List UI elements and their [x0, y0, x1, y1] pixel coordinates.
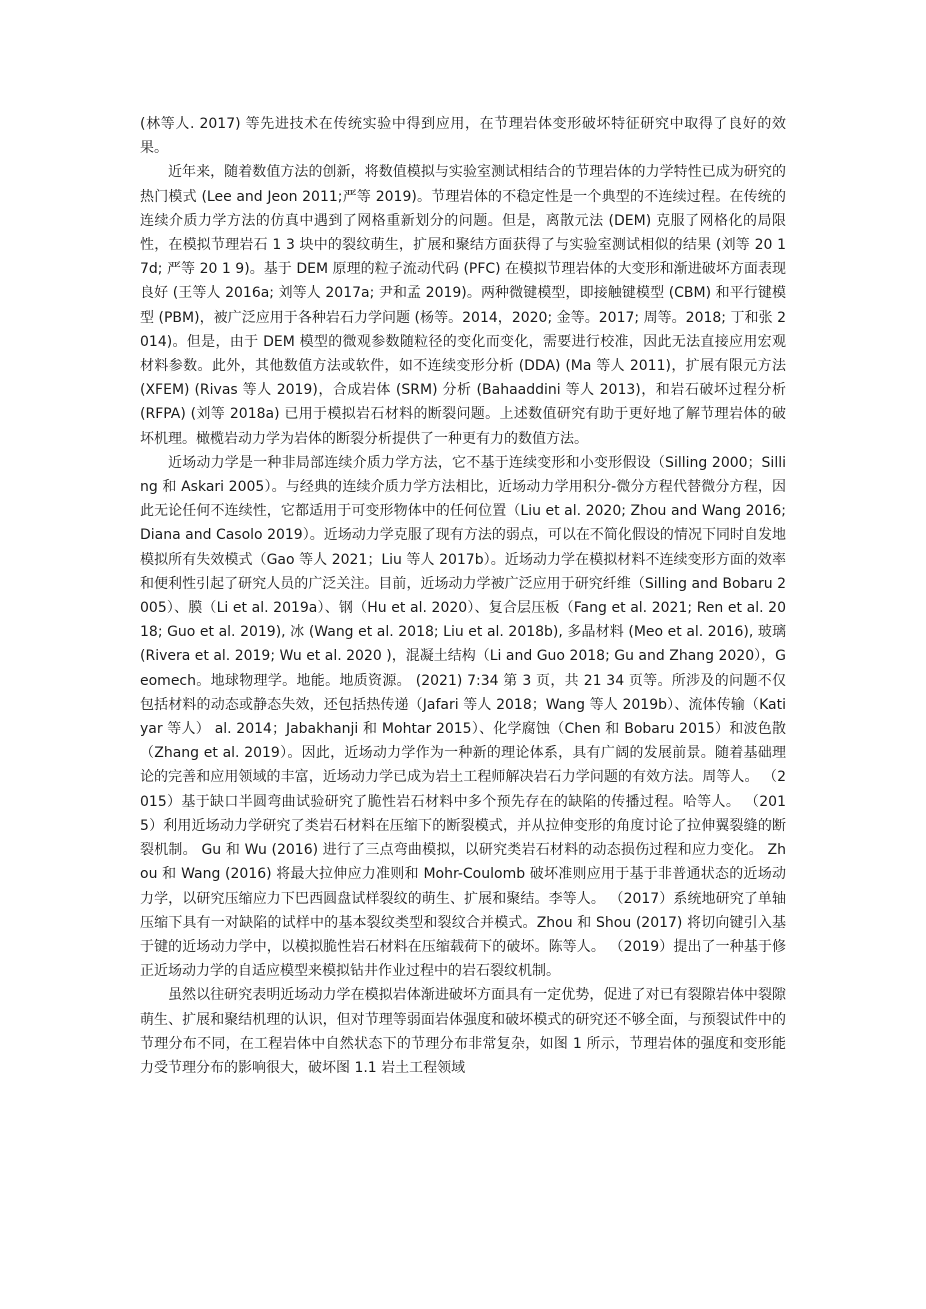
paragraph-joint-distribution: 虽然以往研究表明近场动力学在模拟岩体渐进破坏方面具有一定优势，促进了对已有裂隙岩体中裂隙萌生、扩展和聚结机理的认识，但对节理等弱面岩体强度和破坏模式的研究还不够全面，与预裂试件中的节理分布不同，在工程岩体中自然状态下的节理分布非常复杂，如图 1 所示，节理岩体的强度和变形能力受节理分布的影响很大，破坏图 1.1 岩土工程领域 — [140, 987, 786, 1076]
paragraph-continuation: (林等人. 2017) 等先进技术在传统实验中得到应用，在节理岩体变形破坏特征研究中取得了良好的效果。 — [140, 116, 786, 157]
paragraph-peridynamics: 近场动力学是一种非局部连续介质力学方法，它不基于连续变形和小变形假设（Silling 2000；Silling 和 Askari 2005）。与经典的连续介质力学方法相比，近场动力学用积分-微分方程代替微分方程，因此无论任何不连续性，它都适用于可变形物体中的任何位置（Liu et al. 2020; Zhou and Wang 2016; Diana and Casolo 2019）。近场动力学克服了现有方法的弱点，可以在不简化假设的情况下同时自发地模拟所有失效模式（Gao 等人 2021；Liu 等人 2017b）。近场动力学在模拟材料不连续变形方面的效率和便利性引起了研究人员的广泛关注。目前，近场动力学被广泛应用于研究纤维（Silling and Bobaru 2005）、膜（Li et al. 2019a）、钢（Hu et al. 2020）、复合层压板（Fang et al. 2021; Ren et al. 2018; Guo et al. 2019), 冰 (Wang et al. 2018; Liu et al. 2018b), 多晶材料 (Meo et al. 2016), 玻璃 (Rivera et al. 2019; Wu et al. 2020 )，混凝土结构（Li and Guo 2018; Gu and Zhang 2020），Geomech。地球物理学。地能。地质资源。 (2021) 7:34 第 3 页，共 21 34 页等。所涉及的问题不仅包括材料的动态或静态失效，还包括热传递（Jafari 等人 2018；Wang 等人 2019b）、流体传输（Katiyar 等人） al. 2014；Jabakhanji 和 Mohtar 2015）、化学腐蚀（Chen 和 Bobaru 2015）和波色散（Zhang et al. 2019）。因此，近场动力学作为一种新的理论体系，具有广阔的发展前景。随着基础理论的完善和应用领域的丰富，近场动力学已成为岩土工程师解决岩石力学问题的有效方法。周等人。 （2015）基于缺口半圆弯曲试验研究了脆性岩石材料中多个预先存在的缺陷的传播过程。哈等人。 （2015）利用近场动力学研究了类岩石材料在压缩下的断裂模式，并从拉伸变形的角度讨论了拉伸翼裂缝的断裂机制。 Gu 和 Wu (2016) 进行了三点弯曲模拟，以研究类岩石材料的动态损伤过程和应力变化。 Zhou 和 Wang (2016) 将最大拉伸应力准则和 Mohr-Coulomb 破坏准则应用于基于非普通状态的近场动力学，以研究压缩应力下巴西圆盘试样裂纹的萌生、扩展和聚结。李等人。 （2017）系统地研究了单轴压缩下具有一对缺陷的试样中的基本裂纹类型和裂纹合并模式。Zhou 和 Shou (2017) 将切向键引入基于键的近场动力学中，以模拟脆性岩石材料在压缩载荷下的破坏。陈等人。 （2019）提出了一种基于修正近场动力学的自适应模型来模拟钻井作业过程中的岩石裂纹机制。 — [140, 454, 786, 980]
document-page — [140, 112, 786, 1080]
paragraph-numerical-methods: 近年来，随着数值方法的创新，将数值模拟与实验室测试相结合的节理岩体的力学特性已成为研究的热门模式 (Lee and Jeon 2011;严等 2019)。节理岩体的不稳定性是一个典型的不连续过程。在传统的连续介质力学方法的仿真中遇到了网格重新划分的问题。但是，离散元法 (DEM) 克服了网格化的局限性，在模拟节理岩石 1 3 块中的裂纹萌生，扩展和聚结方面获得了与实验室测试相似的结果 (刘等 20 1 7d; 严等 20 1 9)。基于 DEM 原理的粒子流动代码 (PFC) 在模拟节理岩体的大变形和渐进破坏方面表现良好 (王等人 2016a; 刘等人 2017a; 尹和孟 2019)。两种微键模型，即接触键模型 (CBM) 和平行键模型 (PBM)，被广泛应用于各种岩石力学问题 (杨等。2014，2020; 金等。2017; 周等。2018; 丁和张 2014)。但是，由于 DEM 模型的微观参数随粒径的变化而变化，需要进行校准，因此无法直接应用宏观材料参数。此外，其他数值方法或软件，如不连续变形分析 (DDA) (Ma 等人 2011)，扩展有限元方法 (XFEM) (Rivas 等人 2019)，合成岩体 (SRM) 分析 (Bahaaddini 等人 2013)，和岩石破坏过程分析 (RFPA) (刘等 2018a) 已用于模拟岩石材料的断裂问题。上述数值研究有助于更好地了解节理岩体的破坏机理。橄榄岩动力学为岩体的断裂分析提供了一种更有力的数值方法。 — [140, 164, 786, 447]
